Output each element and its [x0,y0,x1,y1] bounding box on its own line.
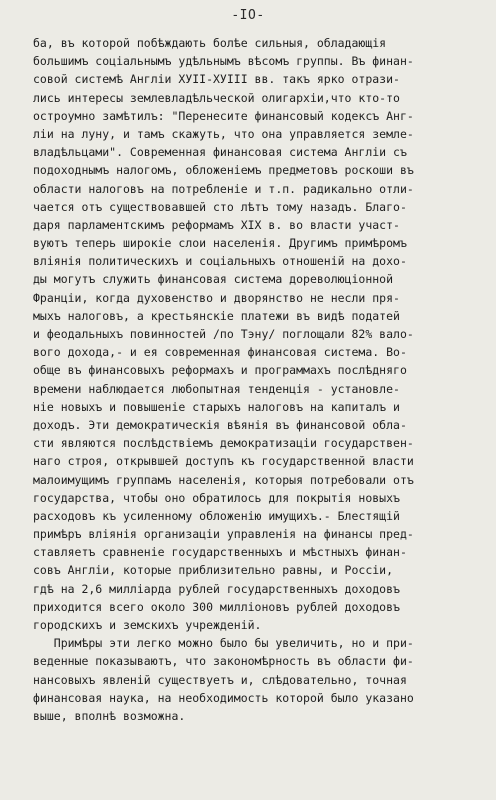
text-line: владѣльцами". Современная финансовая система Англіи съ [33,145,407,160]
page-number: -IO- [231,8,265,23]
text-line: остроумно замѣтилъ: "Перенесите финансовый кодексъ Анг- [33,108,414,123]
text-line: малоимущимъ группамъ населенія, которыя потребовали отъ [33,472,414,487]
text-line: большимъ соціальнымъ удѣльнымъ вѣсомъ группы. Въ финан- [33,54,414,69]
text-line: гдѣ на 2,6 милліарда рублей государственныхъ доходовъ [33,581,400,596]
text-line: вого дохода,- и ея современная финансовая система. Во- [33,345,407,360]
text-line: лись интересы землевладѣльческой олигархіи,что кто-то [33,90,400,105]
text-line: даря парламентскимъ реформамъ XIX в. во власти участ- [33,217,400,232]
text-line: городскихъ и земскихъ учрежденій. [33,618,262,632]
text-line: выше, вполнѣ возможна. [33,708,186,723]
text-line: времени наблюдается любопытная тенденція - установле- [33,381,400,396]
text-line: вліянія политическихъ и соціальныхъ отношеній на дохо- [33,254,407,269]
text-line: мыхъ налоговъ, а крестьянскіе платежи въ видѣ податей [33,308,400,323]
text-line: доходъ. Эти демократическія вѣянія въ финансовой обла- [33,417,407,432]
text-line: нансовыхъ явленій существуетъ и, слѣдовательно, точная [33,672,407,687]
text-line: ліи на луну, и тамъ скажуть, что она управляется земле- [33,126,414,141]
text-line: приходится всего около 300 милліоновъ рублей доходовъ [33,599,400,614]
text-line: ба, въ которой побѣждають болѣе сильныя, обладающія [33,36,387,50]
text-line: ніе новыхъ и повышеніе старыхъ налоговъ на капиталъ и [33,399,400,414]
text-line: и феодальныхъ повинностей /по Тэну/ поглощали 82% вало- [33,327,414,341]
text-line: подоходнымъ налогомъ, обложеніемъ предметовъ роскоши въ [33,163,414,178]
text-line: чается отъ существовавшей сто лѣтъ тому назадъ. Благо- [33,199,407,214]
text-line: Франціи, когда духовенство и дворянство не несли пря- [33,290,400,305]
text-line: вуютъ теперь широкіе слои населенія. Другимъ примѣромъ [33,236,407,251]
text-line: ды могутъ служить финансовая система дореволюціонной [33,272,394,287]
text-line: государства, чтобы оно обратилось для покрытія новыхъ [33,490,400,505]
text-line: расходовъ къ усиленному обложенію имущихъ.- Блестящій [33,508,400,523]
text-line: Примѣры эти легко можно было бы увеличить, но и при- [33,636,414,651]
body-text [33,34,485,725]
text-line: финансовая наука, на необходимость которой было указано [33,690,414,705]
text-line: обще въ финансовыхъ реформахъ и программахъ послѣдняго [33,363,407,378]
text-line: примѣръ вліянія организаціи управленія на финансы пред- [33,527,414,542]
text-line: веденные показываютъ, что закономѣрность въ области фи- [33,654,414,669]
text-line: совой системѣ Англіи ХУII-ХУIII вв. такъ ярко отрази- [33,72,400,87]
text-line: ставляетъ сравненіе государственныхъ и мѣстныхъ финан- [33,545,407,560]
text-line: наго строя, открывшей доступъ къ государственной власти [33,454,414,469]
text-line: сти являются послѣдствіемъ демократизаціи государствен- [33,436,414,451]
text-line: совъ Англіи, которые приблизительно равны, и Россіи, [33,563,394,578]
text-line: области налоговъ на потребленіе и т.п. радикально отли- [33,181,414,196]
